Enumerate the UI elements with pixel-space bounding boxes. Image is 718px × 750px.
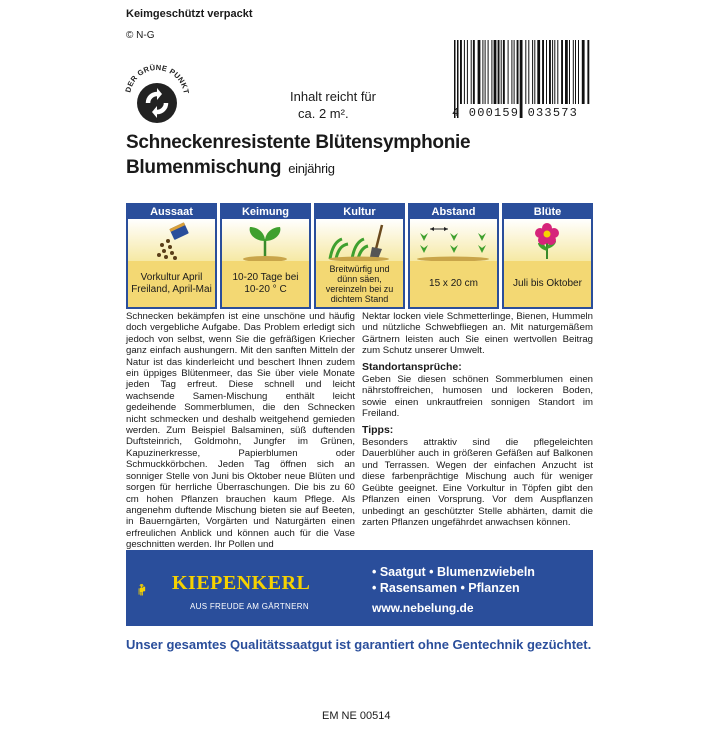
barcode-bar — [501, 40, 502, 104]
spacing-icon — [410, 219, 497, 261]
brand-motto: AUS FREUDE AM GÄRTNERN — [190, 602, 309, 611]
tipps-heading: Tipps: — [362, 423, 394, 436]
website-link[interactable]: www.nebelung.de — [372, 601, 474, 615]
panel-text: Juli bis Oktober — [504, 261, 591, 307]
intro-continued: Nektar locken viele Schmetterlinge, Bienen, Hummeln und nützliche Schwebfliegen an. Mit naturgemäßem Gärtnern leisten auch Sie einen wertvollen Beitrag zum Schutz unserer Umwelt. — [362, 311, 593, 357]
barcode-bar — [542, 40, 544, 104]
barcode-bar — [498, 40, 500, 104]
barcode-bar — [494, 40, 497, 104]
standort-text: Geben Sie diesen schönen Sommerblumen einen nährstoffreichen, humosen und lockeren Boden, sowie einen unkrautfreien sonnigen Standort im Freiland. — [362, 374, 593, 420]
panel-abstand — [408, 203, 499, 309]
panel-label: Blüte — [504, 205, 591, 219]
guarantee-text: Unser gesamtes Qualitätssaatgut ist garantiert ohne Gentechnik gezüchtet. — [126, 637, 592, 652]
barcode-bar — [467, 40, 468, 104]
product-title: Schneckenresistente Blütensymphonie — [126, 132, 471, 153]
barcode-bar — [473, 40, 475, 104]
barcode-bar — [471, 40, 472, 104]
body-column-2 — [362, 311, 593, 528]
barcode-bar — [561, 40, 563, 104]
barcode-bar — [557, 40, 558, 104]
barcode-bar — [488, 40, 489, 104]
barcode-bar — [573, 40, 574, 104]
barcode-bar — [549, 40, 551, 104]
barcode-bar — [554, 40, 555, 104]
spade-icon — [316, 219, 403, 261]
tipps-text: Besonders attraktiv sind die pflegeleichten Dauerblüher auch in größeren Gefäßen auf Balkonen und Terrassen. Wegen der einfachen Anzucht ist diese farbenprächtige Mischung auch für weniger Geübte geeignet. Eine Vorkultur in Töpfen gibt den Pflanzen einen Vorsprung. Vor dem Auspflanzen unbedingt an geschützter Stelle abhärten, damit die zarten Pflanzen ungefährdet anwachsen können. — [362, 437, 593, 528]
body-column-1 — [126, 311, 355, 551]
article-code: EM NE 00514 — [322, 710, 391, 722]
barcode-bar — [482, 40, 483, 104]
barcode-bar — [525, 40, 526, 104]
barcode-bar — [575, 40, 576, 104]
panel-aussaat — [126, 203, 217, 309]
panel-text: 10-20 Tage bei 10-20 ° C — [222, 261, 309, 307]
barcode-bar — [565, 40, 568, 104]
barcode-bar — [569, 40, 570, 104]
annual-label: einjährig — [288, 161, 335, 176]
panel-label: Aussaat — [128, 205, 215, 219]
product-range-line2: • Rasensamen • Pflanzen — [372, 581, 520, 595]
barcode-bar — [485, 40, 486, 104]
panel-label: Abstand — [410, 205, 497, 219]
barcode-bar — [534, 40, 535, 104]
content-amount-line1: Inhalt reicht für — [290, 89, 376, 104]
barcode-bar — [537, 40, 540, 104]
product-range — [372, 564, 535, 596]
barcode-bar — [514, 40, 515, 104]
barcode-bar — [511, 40, 512, 104]
panel-text: Breitwürfig und dünn säen, vereinzeln bei zu dichtem Stand — [316, 261, 403, 307]
barcode-bar — [587, 40, 589, 104]
svg-text:DER GRÜNE PUNKT: DER GRÜNE PUNKT — [123, 62, 191, 95]
seed-bag-icon — [128, 219, 215, 261]
intro-text: Schnecken bekämpfen ist eine unschöne und häufig doch vergebliche Aufgabe. Das Problem erledigt sich jedoch von selbst, wenn Sie die gefräßigen Kriecher ganz einfach aushungern. Mit den sanften Mitteln der Natur ist das kinderleicht und beschert Ihnen zudem ein üppiges Blütenmeer, das Sie über viele Monate jeden Tag erfreut. Diese schnell und leicht wachsende Samen-Mischung enthält leicht gedeihende Sommerblumen, die den Schnecken nicht schmecken und deshalb weitgehend gemieden werden. Zum Beispiel Balsaminen, süß duftenden Duftsteinrich, Goldmohn, Jungfer im Grünen, Kapuzinerkresse, Papierblumen oder Schmuckkörbchen. Jeden Tag öffnen sich an sonniger Stelle von Juni bis Oktober neue Blüten und sorgen für herrliche Überraschungen. Die bis zu 60 cm hohen Pflanzen brauchen kaum Pflege. Als angenehm duftende Mischung bieten sie auf Beeten, in Bauerngärten, Vorgärten und Naturgärten einen erfreulichen Anblick und können auch für die Vase geschnitten werden. Ihr Pollen und — [126, 311, 355, 551]
product-range-line1: • Saatgut • Blumenzwiebeln — [372, 565, 535, 579]
barcode-bar — [578, 40, 579, 104]
barcode-bar — [528, 40, 529, 104]
barcode-bar — [478, 40, 481, 104]
product-subtitle-text: Blumenmischung — [126, 157, 282, 178]
panel-kultur — [314, 203, 405, 309]
barcode-bar — [552, 40, 553, 104]
barcode-bar — [517, 40, 519, 104]
flower-icon — [504, 219, 591, 261]
copyright-label: © N-G — [126, 30, 155, 41]
standort-heading: Standortansprüche: — [362, 360, 462, 373]
barcode-bar — [532, 40, 533, 104]
barcode-bar — [503, 40, 505, 104]
barcode-bar — [460, 40, 462, 104]
seedling-icon — [222, 219, 309, 261]
brand-name: KIEPENKERL — [172, 572, 311, 594]
barcode-bar — [546, 40, 547, 104]
barcode-bar — [464, 40, 465, 104]
panel-text: 15 x 20 cm — [410, 261, 497, 307]
barcode-bar — [582, 40, 585, 104]
panel-label: Kultur — [316, 205, 403, 219]
gruener-punkt-icon — [118, 58, 196, 136]
content-amount-line2: ca. 2 m². — [298, 106, 349, 121]
panel-label: Keimung — [222, 205, 309, 219]
panel-text: Vorkultur April Freiland, April-Mai — [128, 261, 215, 307]
keimgeschuetzt-label: Keimgeschützt verpackt — [126, 8, 253, 20]
panel-bluete — [502, 203, 593, 309]
barcode-bar — [508, 40, 509, 104]
barcode-bar — [491, 40, 492, 104]
product-subtitle — [126, 157, 335, 179]
panel-keimung — [220, 203, 311, 309]
barcode-number: 4 000159 033573 — [452, 106, 579, 120]
content-amount — [290, 88, 376, 122]
